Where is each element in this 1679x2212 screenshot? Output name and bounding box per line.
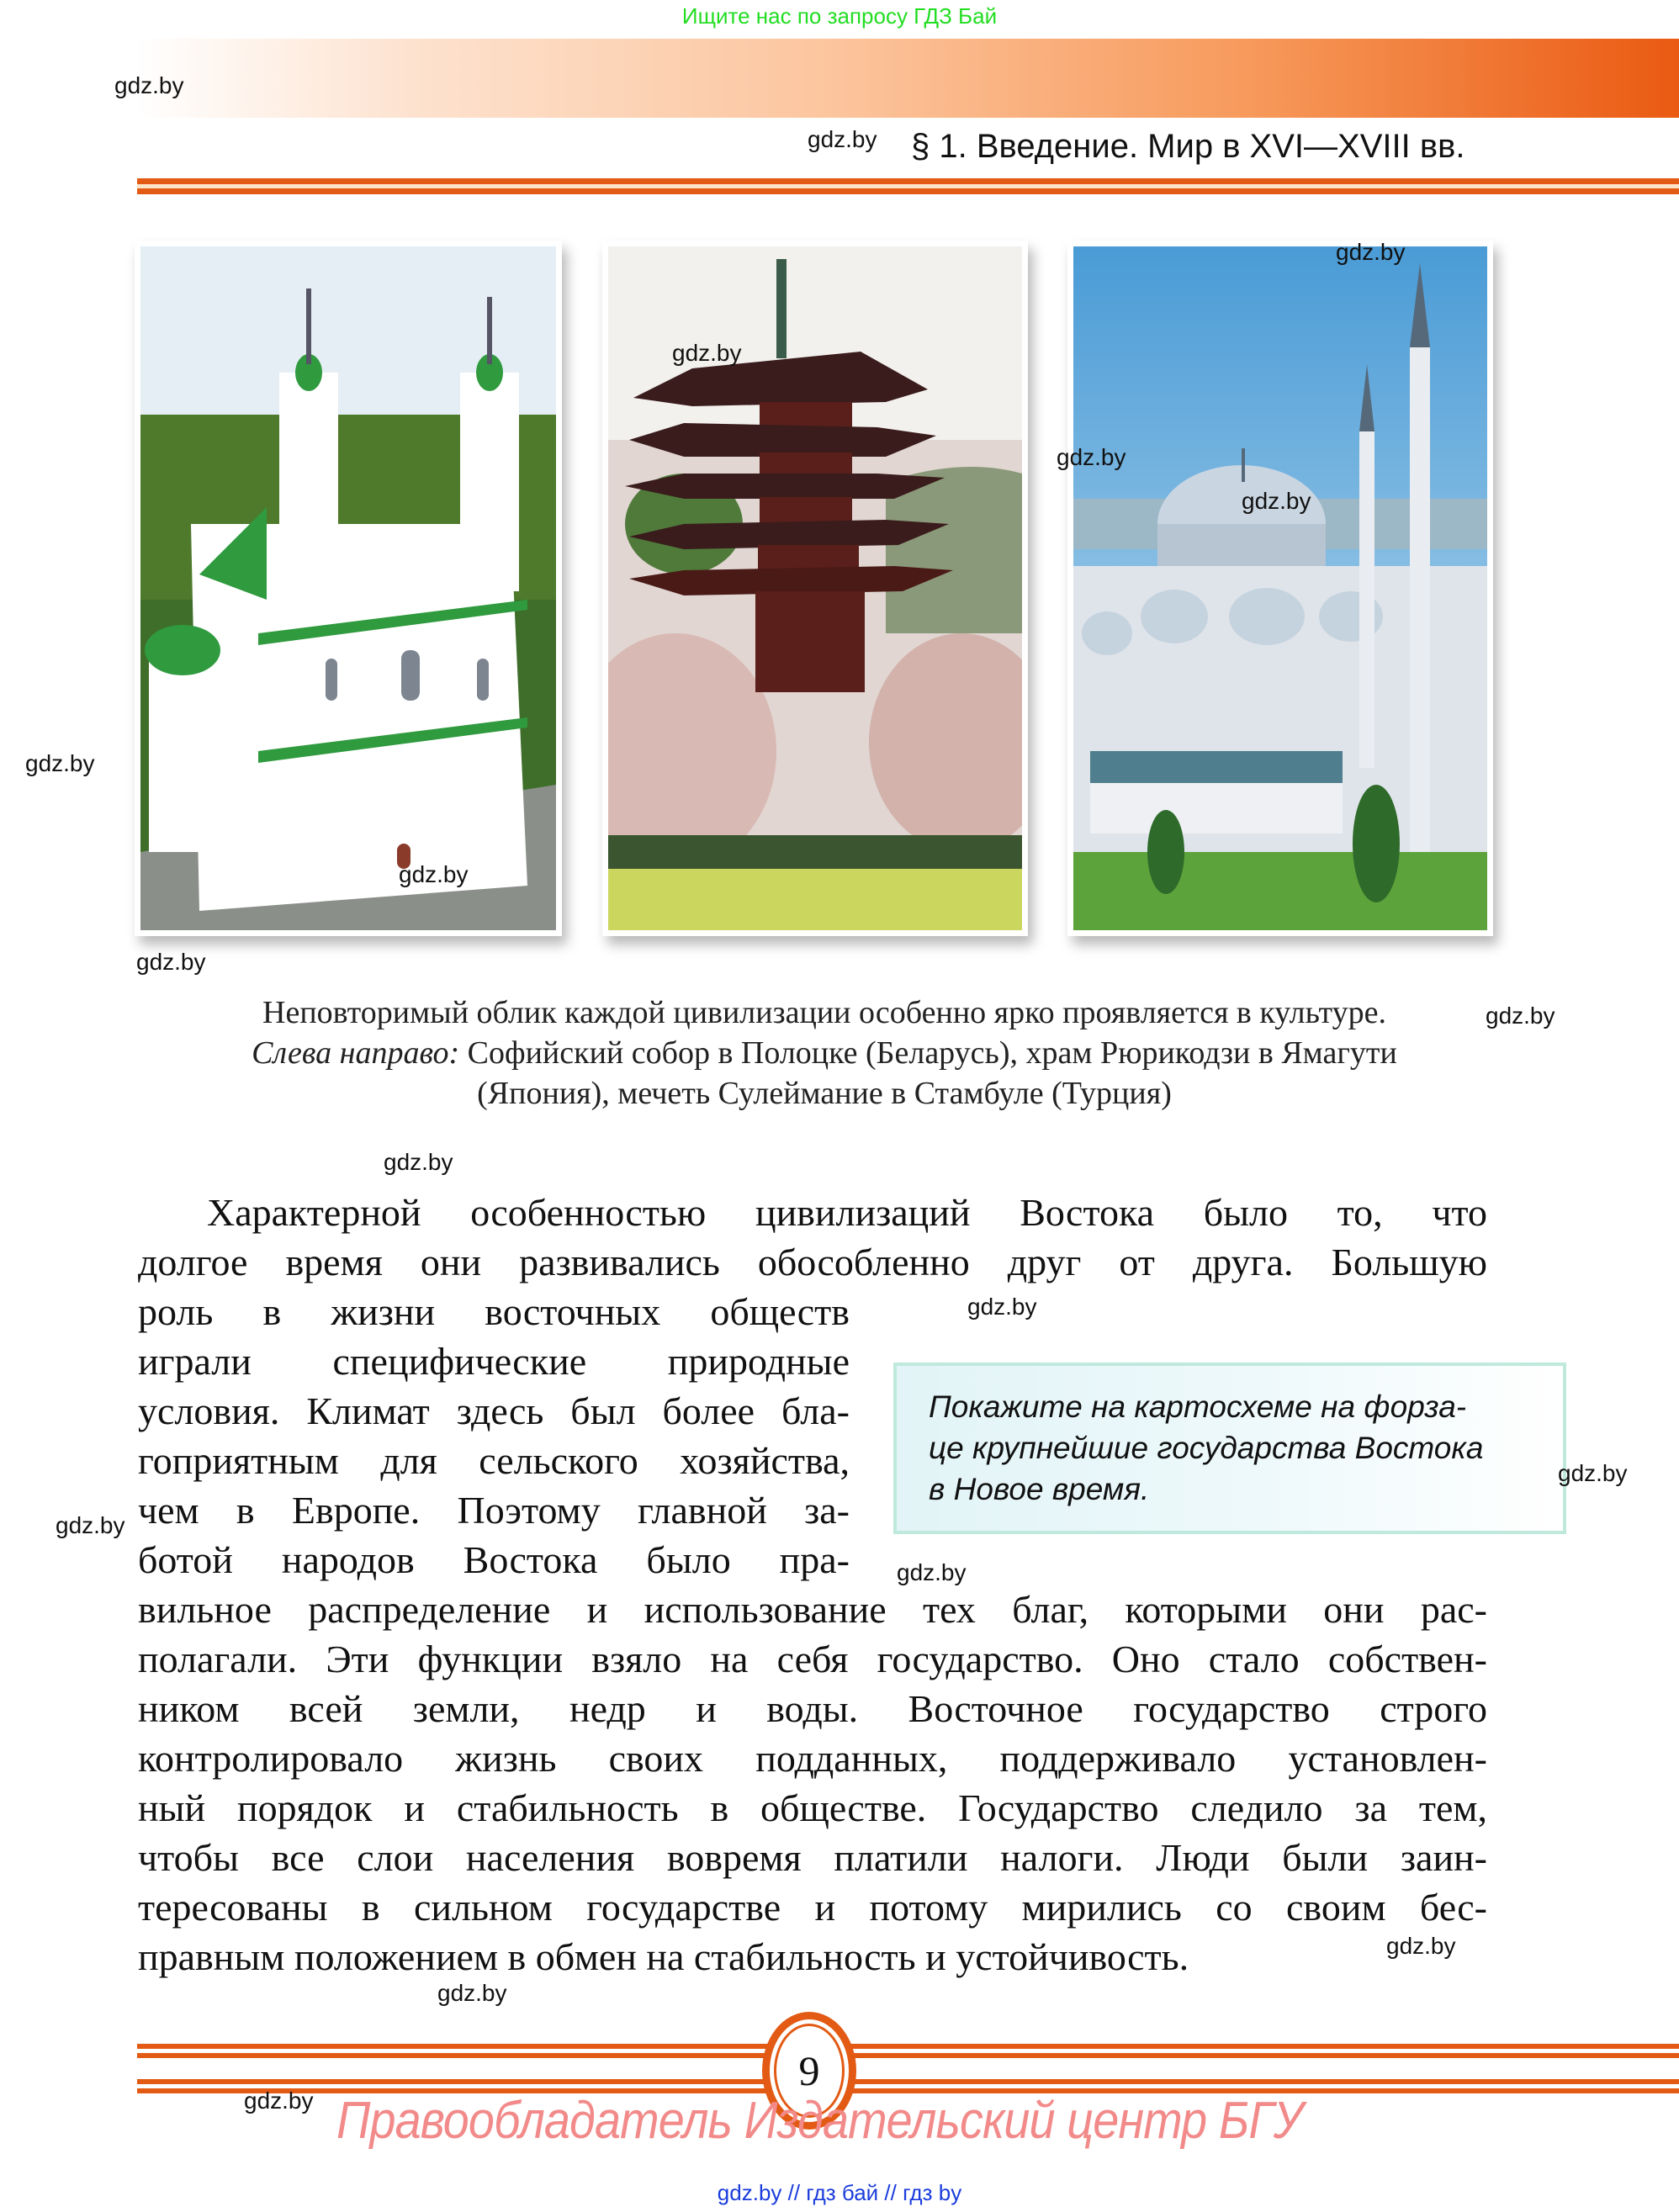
watermark: gdz.by [672,340,742,366]
watermark: gdz.by [1336,239,1406,265]
footer-rule [137,2079,1679,2084]
photo-sofia-cathedral [135,241,562,936]
watermark: gdz.by [56,1512,125,1538]
watermark: gdz.by [136,949,206,975]
watermark: gdz.by [1057,444,1126,470]
watermark: gdz.by [244,2088,314,2114]
task-callout-text [929,1386,1543,1510]
body-line: Характерной особенностью цивилизаций Востока было то, что [207,1191,1487,1234]
watermark: gdz.by [399,861,469,887]
body-line: тересованы в сильном государстве и потому мирились со своим бес- [138,1886,1487,1929]
photo-suleymaniye-mosque [1067,241,1493,936]
callout-line: в Новое время. [929,1472,1150,1506]
footer-links[interactable]: gdz.by // гдз бай // гдз by [717,2180,962,2205]
header-rule-bottom [137,188,1679,194]
body-paragraph [138,1188,1487,1995]
body-line: ный порядок и стабильность в обществе. Государство следило за тем, [138,1786,1487,1829]
watermark: gdz.by [1486,1003,1555,1029]
body-line: чтобы все слои населения вовремя платили налоги. Люди были заин- [138,1836,1487,1879]
caption-direction-label: Слева направо: [252,1035,460,1071]
body-line: ником всей земли, недр и воды. Восточное государство строго [138,1687,1487,1730]
pagoda-illustration [608,246,1022,930]
caption-line-2-text: Софийский собор в Полоцке (Беларусь), храм Рюрикодзи в Ямагути [459,1035,1397,1071]
photo-rurikoji-pagoda [602,241,1028,936]
task-callout-box [893,1363,1566,1534]
body-line: гоприятным для сельского хозяйства, [138,1439,850,1482]
watermark: gdz.by [967,1294,1037,1320]
cathedral-illustration [140,246,556,930]
header-rule-top [137,178,1679,184]
watermark: gdz.by [808,126,877,152]
watermark: gdz.by [437,1980,507,2006]
copyright-notice: Правообладатель Издательский центр БГУ [336,2092,1303,2150]
footer-rule [137,2053,1679,2058]
callout-line: це крупнейшие государства Востока [929,1431,1484,1465]
page-number: 9 [774,2024,845,2118]
watermark: gdz.by [384,1149,453,1175]
search-hint-banner: Ищите нас по запросу ГДЗ Бай [681,3,998,29]
body-line: роль в жизни восточных обществ [138,1290,850,1333]
body-line: играли специфические природные [138,1340,850,1383]
watermark: gdz.by [1386,1933,1456,1959]
footer-rule [137,2044,1679,2049]
mosque-illustration [1073,246,1487,930]
watermark: gdz.by [25,750,95,776]
watermark: gdz.by [1558,1460,1628,1486]
caption-line-2 [143,1033,1506,1073]
figure-caption [143,992,1506,1114]
caption-line-3: (Япония), мечеть Сулеймание в Стамбуле (Турция) [477,1076,1172,1111]
body-line: контролировало жизнь своих подданных, поддерживало установлен- [138,1737,1487,1780]
callout-line: Покажите на картосхеме на форза- [929,1389,1467,1424]
header-gradient-band [135,39,1679,118]
watermark: gdz.by [1242,488,1311,514]
watermark: gdz.by [114,72,184,98]
body-line: чем в Европе. Поэтому главной за- [138,1489,850,1532]
section-title: § 1. Введение. Мир в XVI—XVIII вв. [911,128,1465,165]
body-line: условия. Климат здесь был более бла- [138,1389,850,1432]
body-line: вильное распределение и использование тех благ, которыми они рас- [138,1588,1487,1631]
body-line: ботой народов Востока было пра- [138,1538,850,1581]
caption-line-1: Неповторимый облик каждой цивилизации особенно ярко проявляется в культуре. [262,995,1386,1030]
body-line: полагали. Эти функции взяло на себя государство. Оно стало собствен- [138,1638,1487,1680]
body-line: правным положением в обмен на стабильность и устойчивость. [138,1935,1189,1978]
watermark: gdz.by [897,1559,967,1585]
body-line: долгое время они развивались обособленно друг от друга. Большую [138,1241,1487,1283]
